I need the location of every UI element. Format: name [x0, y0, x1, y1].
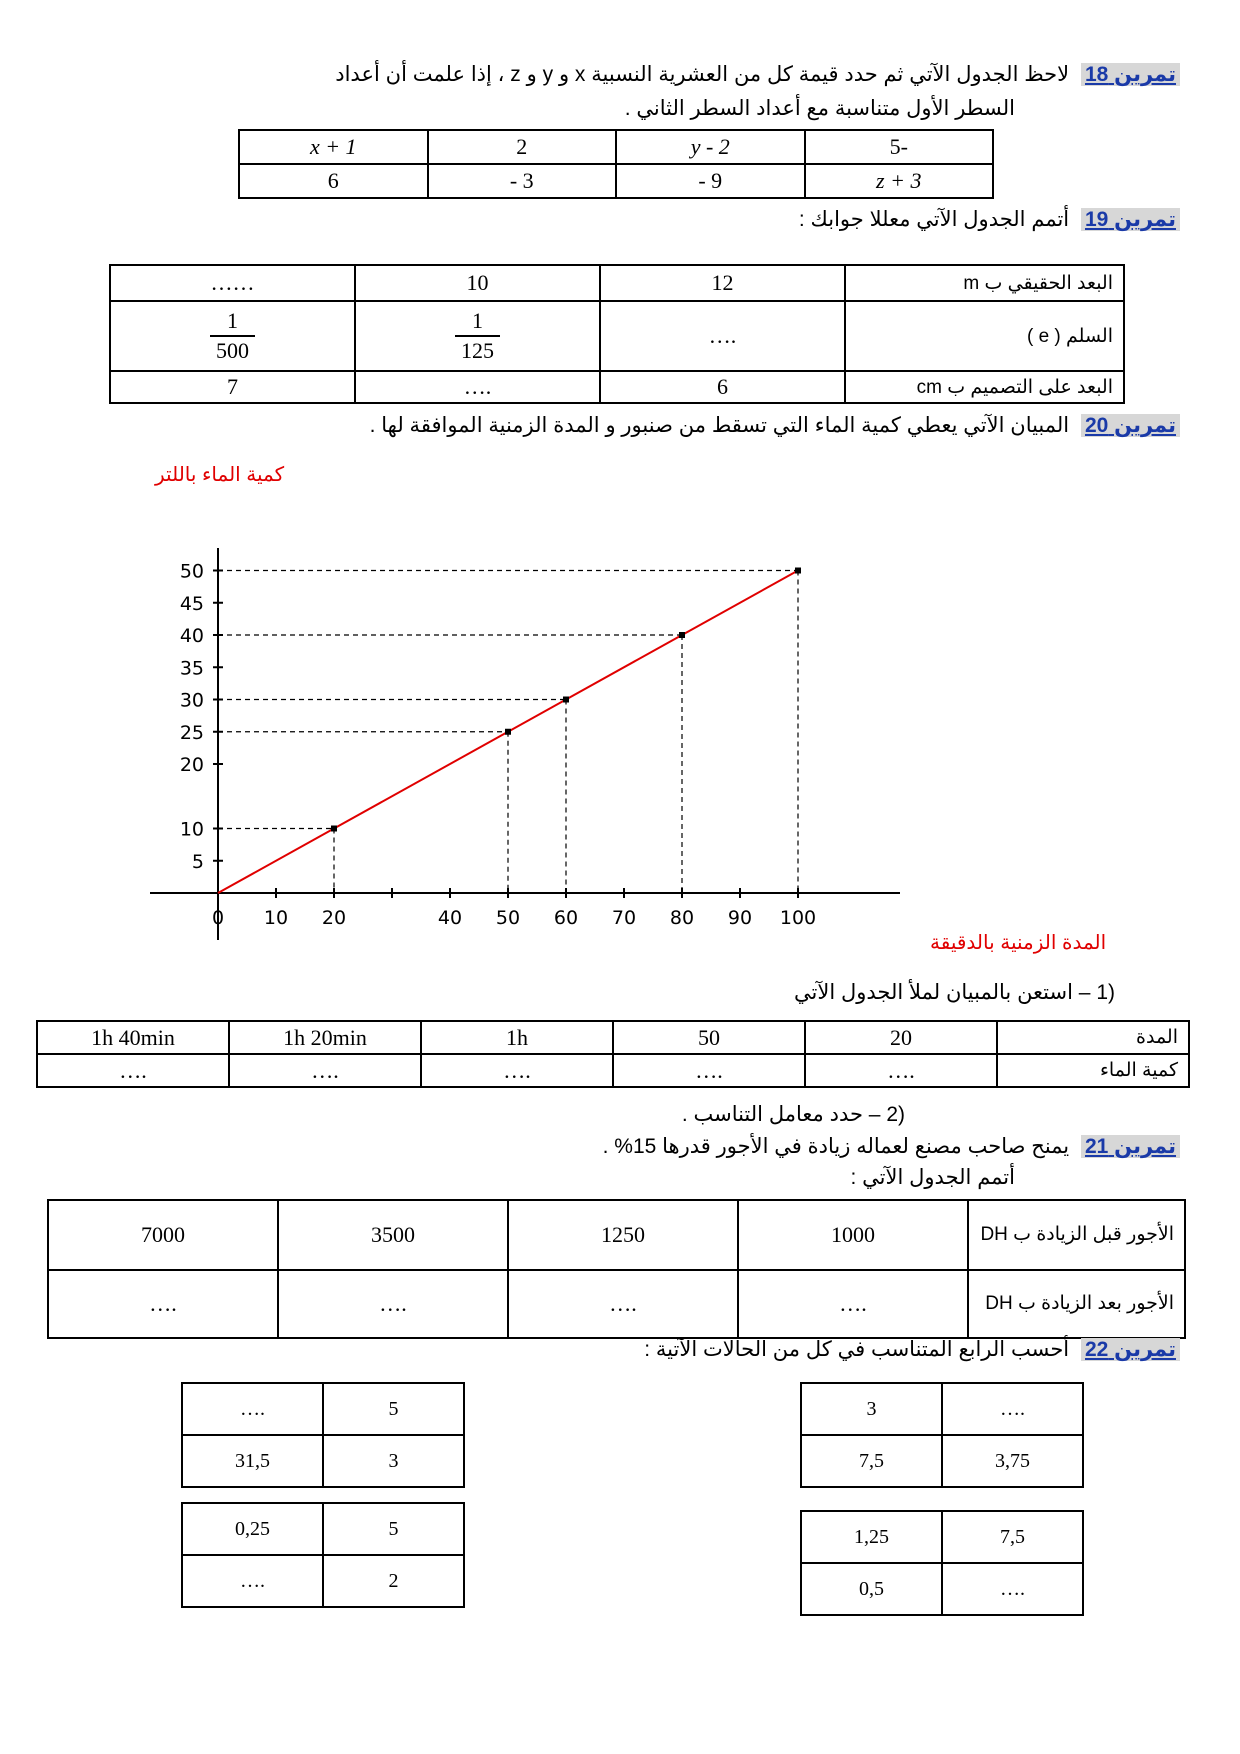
ex20-row-label: المدة: [997, 1021, 1189, 1054]
ex18-cell: z + 3: [805, 164, 994, 198]
ex20-cell: ….: [229, 1054, 421, 1087]
ex20-cell: 50: [613, 1021, 805, 1054]
data-point: [795, 568, 801, 574]
ex19-badge: تمرين 19: [1081, 208, 1180, 231]
x-axis-caption: المدة الزمنية بالدقيقة: [930, 932, 1107, 954]
ex21-cell: 7000: [48, 1200, 278, 1270]
fraction: $\frac{1}{125}$: [455, 307, 500, 365]
fraction: $\frac{1}{500}$: [210, 307, 255, 365]
ex20-cell: ….: [613, 1054, 805, 1087]
x-tick-label: 40: [437, 907, 463, 929]
ex22-cell: 3: [323, 1435, 464, 1487]
ex20-cell: 1h: [421, 1021, 613, 1054]
ex20-cell: ….: [805, 1054, 997, 1087]
ex19-cell: ….: [600, 301, 845, 371]
ex21-cell: 3500: [278, 1200, 508, 1270]
ex19-cell: 7: [110, 371, 355, 403]
ex19-row-label: البعد على التصميم ب cm: [845, 371, 1124, 403]
ex20-badge: تمرين 20: [1081, 414, 1180, 437]
ex22-cell: 5: [323, 1383, 464, 1435]
ex21-cell: ….: [508, 1270, 738, 1338]
ex19-cell: ……: [110, 265, 355, 301]
x-tick-label: 80: [669, 907, 695, 929]
ex18-cell: 2: [428, 130, 617, 164]
ex18-badge: تمرين 18: [1081, 63, 1180, 86]
ex20-cell: 1h 40min: [37, 1021, 229, 1054]
ex21-table: [47, 1199, 1186, 1339]
ex20-table: [36, 1020, 1190, 1088]
ex19-cell: 6: [600, 371, 845, 403]
ex18-cell: x + 1: [239, 130, 428, 164]
ex22-cell: 0,25: [182, 1503, 323, 1555]
ex19-cell: ….: [355, 371, 600, 403]
ex22-cell: ….: [182, 1555, 323, 1607]
ex20-row-label: كمية الماء: [997, 1054, 1189, 1087]
x-tick-label: 0: [211, 907, 225, 929]
ex22-cell: 1,25: [801, 1511, 942, 1563]
ex21-badge: تمرين 21: [1081, 1135, 1180, 1158]
ex22-cell: ….: [942, 1563, 1083, 1615]
x-tick-label: 20: [321, 907, 347, 929]
y-tick-label: 25: [179, 721, 204, 744]
ex22-cell: 3,75: [942, 1435, 1083, 1487]
ex19-row-label: السلم ( e ): [845, 301, 1124, 371]
x-tick-label: 70: [611, 907, 637, 929]
x-tick-label: 90: [727, 907, 753, 929]
ex18-cell: 6: [239, 164, 428, 198]
ex18-cell: 5-: [805, 130, 994, 164]
ex19-cell: 12: [600, 265, 845, 301]
ex22-table-b: [800, 1382, 1084, 1488]
ex21-row-label: الأجور بعد الزيادة ب DH: [968, 1270, 1185, 1338]
ex22-cell: ….: [942, 1383, 1083, 1435]
ex22-statement: [644, 1337, 1180, 1362]
y-tick-label: 40: [179, 625, 204, 647]
ex19-cell: 10: [355, 265, 600, 301]
ex19-text: أتمم الجدول الآتي معللا جوابك :: [798, 208, 1070, 231]
ex21-cell: ….: [738, 1270, 968, 1338]
data-point: [331, 826, 337, 832]
ex22-cell: 5: [323, 1503, 464, 1555]
y-tick-label: 5: [191, 850, 204, 873]
y-tick-label: 10: [179, 818, 204, 841]
ex22-text: أحسب الرابع المتناسب في كل من الحالات الآتية :: [644, 1338, 1070, 1361]
y-tick-label: 45: [179, 592, 204, 615]
ex22-cell: 7,5: [801, 1435, 942, 1487]
y-tick-label: 35: [179, 657, 204, 680]
ex21-statement: [603, 1134, 1180, 1159]
ex21-cell: ….: [48, 1270, 278, 1338]
ex22-cell: 7,5: [942, 1511, 1083, 1563]
ex22-cell: ….: [182, 1383, 323, 1435]
ex20-cell: ….: [37, 1054, 229, 1087]
y-tick-label: 20: [179, 754, 204, 776]
y-tick-label: 50: [179, 560, 204, 583]
x-tick-label: 50: [495, 907, 521, 929]
ex22-cell: 3: [801, 1383, 942, 1435]
ex22-table-d: [800, 1510, 1084, 1616]
ex22-cell: 2: [323, 1555, 464, 1607]
ex20-question2: (2 – حدد معامل التناسب .: [681, 1103, 905, 1126]
ex18-line2: السطر الأول متناسبة مع أعداد السطر الثاني .: [624, 97, 1015, 120]
ex20-question1: (1 – استعن بالمبيان لملأ الجدول الآتي: [794, 981, 1115, 1004]
y-tick-label: 30: [179, 689, 204, 712]
ex22-cell: 0,5: [801, 1563, 942, 1615]
ex21-cell: ….: [278, 1270, 508, 1338]
ex20-text: المبيان الآتي يعطي كمية الماء التي تسقط من صنبور و المدة الزمنية الموافقة لها .: [369, 414, 1070, 437]
ex21-cell: 1000: [738, 1200, 968, 1270]
ex20-cell: ….: [421, 1054, 613, 1087]
ex18-line1: لاحظ الجدول الآتي ثم حدد قيمة كل من العشرية النسبية x و y و z ، إذا علمت أن أعداد: [335, 63, 1070, 86]
ex18-cell: y - 2: [616, 130, 805, 164]
ex21-row-label: الأجور قبل الزيادة ب DH: [968, 1200, 1185, 1270]
ex22-table-c: [181, 1502, 465, 1608]
ex21-sub: أتمم الجدول الآتي :: [850, 1166, 1015, 1189]
ex21-cell: 1250: [508, 1200, 738, 1270]
ex22-badge: تمرين 22: [1081, 1338, 1180, 1361]
ex22-table-a: [181, 1382, 465, 1488]
ex20-cell: 1h 20min: [229, 1021, 421, 1054]
x-tick-label: 10: [263, 907, 289, 929]
data-point: [505, 729, 511, 735]
ex20-cell: 20: [805, 1021, 997, 1054]
ex22-cell: 31,5: [182, 1435, 323, 1487]
ex18-cell: - 9: [616, 164, 805, 198]
x-tick-label: 100: [779, 907, 817, 929]
ex18-cell: - 3: [428, 164, 617, 198]
ex21-text: يمنح صاحب مصنع لعماله زيادة في الأجور قدرها 15% .: [602, 1135, 1070, 1158]
ex19-row-label: البعد الحقيقي ب m: [845, 265, 1124, 301]
y-axis-caption: كمية الماء باللتر: [155, 464, 285, 486]
data-point: [563, 697, 569, 703]
data-point: [679, 632, 685, 638]
x-tick-label: 60: [553, 907, 579, 929]
